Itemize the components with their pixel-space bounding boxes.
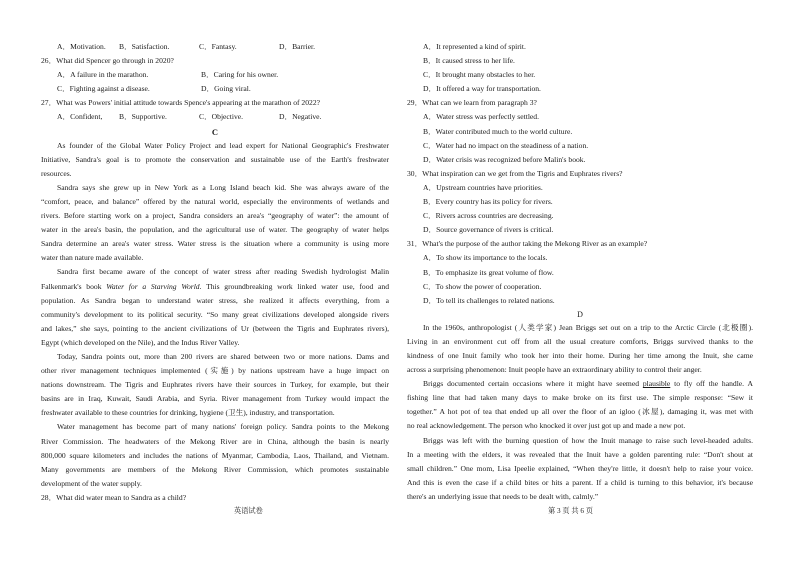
option: C．Fighting against a disease. <box>57 84 150 94</box>
text-line: population. As Sandra began to understand water stress, she realized it affects everything, from a <box>41 295 389 305</box>
option: B．To emphasize its great volume of flow. <box>423 267 554 277</box>
text-line: basins are in Iraq, Kuwait, Saudi Arabia, and Syria. River management from Turkey would impact the <box>41 394 389 404</box>
question-stem: 31．What's the purpose of the author taking the Mekong River as an example? <box>407 239 648 249</box>
text-line: freshwater available to these countries for drinking, hygiene (卫生), industry, and transportation. <box>41 408 335 418</box>
option: C．To show the power of cooperation. <box>423 281 542 291</box>
text-line: nations downstream. The Tigris and Euphrates rivers have their sources in Turkey, for example, but their <box>41 380 389 390</box>
option: C．Rivers across countries are decreasing. <box>423 211 554 221</box>
text-span: Falkenmark's book <box>41 281 107 291</box>
option: A．It represented a kind of spirit. <box>423 42 526 51</box>
text-line: Briggs was left with the burning question of how the Inuit manage to raise such level-headed adults. <box>423 435 753 445</box>
text-line: small children.” One mom, Lisa Ipeelie explained, “When they're little, it doesn't help to raise your voice. <box>407 463 753 473</box>
option: D．To tell its challenges to related nations. <box>423 295 555 305</box>
question-stem: 29．What can we learn from paragraph 3? <box>407 98 537 108</box>
text-span: Briggs documented certain occasions where it might have seemed <box>423 379 643 389</box>
option: C．Objective. <box>199 112 244 122</box>
option: D．Water crisis was recognized before Malin's book. <box>423 154 586 164</box>
text-line: kindness of one Inuit family who took her into their home. During her time among the Inuit, she came <box>407 350 753 360</box>
section-heading: C <box>211 126 219 137</box>
text-span: . This groundbreaking work linked water use, food and <box>199 281 389 291</box>
option: A．Upstream countries have priorities. <box>423 182 543 192</box>
option: D．It offered a way for transportation. <box>423 84 541 94</box>
option: B．Caring for his owner. <box>201 70 279 80</box>
question-stem: 30．What inspiration can we get from the Tigris and Euphrates rivers? <box>407 168 623 178</box>
option: B．Supportive. <box>119 112 167 122</box>
option: B．Water contributed much to the world culture. <box>423 126 573 136</box>
text-line: Water management has become part of many nations' foreign policy. Sandra points to the Mekong <box>57 422 389 432</box>
option: D．Barrier. <box>279 42 316 51</box>
passage-d-paragraph-1 <box>407 321 753 377</box>
text-line: across a surprising phenomenon: Inuit people have an extraordinary ability to control their anger. <box>407 365 702 375</box>
text-line: Living in an environment cut off from all the usual creature comforts, Briggs survived thanks to the <box>407 336 753 346</box>
passage-c-paragraph-4 <box>41 350 389 420</box>
text-line <box>41 280 389 294</box>
option: A．Water stress was perfectly settled. <box>423 112 539 122</box>
q25-options <box>41 40 389 54</box>
passage-c-paragraph-1 <box>41 139 389 181</box>
text-line: there's an underlying issue that needs to be dealt with, calmly.” <box>407 491 599 501</box>
text-line: community's development to its political security. “So many great civilizations developed alongside rivers <box>41 309 389 319</box>
text-line <box>407 377 753 391</box>
text-line: As founder of the Global Water Policy Project and lead expert for National Geographic's Freshwater <box>57 140 389 150</box>
text-line: And this is even the case if a child bites or hits a parent. If a child is turning to this behavior, it's because <box>407 477 753 487</box>
passage-d-paragraph-2 <box>407 377 753 433</box>
text-line: River Commission. The headwaters of the Mekong River are in China, although the basin is nearly <box>41 436 389 446</box>
text-line: other river management techniques implemented (实施) by nations upstream have a huge impact on <box>41 366 389 376</box>
text-line: 800,000 square kilometers and includes the nations of Myanmar, Cambodia, Laos, Thailand, and Vietnam. <box>41 450 389 460</box>
book-title: Water for a Starving World <box>106 281 200 291</box>
text-line: Sandra says she grew up in New York as a Long Island beach kid. She was always aware of the <box>57 182 389 192</box>
text-line: together.” A hot pot of tea that ended up all over the floor of an igloo (冰屋), damaging it, was met with <box>407 407 753 417</box>
option: A．Motivation. <box>57 42 106 51</box>
text-line: resources. <box>41 168 72 178</box>
text-span: to fly off the handle. A <box>670 379 753 389</box>
option: C．It brought many obstacles to her. <box>423 70 536 80</box>
question-stem: 27．What was Powers' initial attitude towards Spence's appearing at the marathon of 2022? <box>41 98 320 108</box>
passage-c-paragraph-2 <box>41 181 389 266</box>
text-line: “comfort, peace, and balance” offered by the natural world, especially the environments of wetlands and <box>41 196 389 206</box>
option: B．It caused stress to her life. <box>423 56 515 66</box>
text-line: development of the water supply. <box>41 478 142 488</box>
q26-options-row <box>41 68 389 82</box>
text-line: Initiative, Sandra's goal is to promote the conservation and sustainable use of the Earth's freshwater <box>41 154 389 164</box>
text-line: rivers. Before starting work on a project, Sandra considers an area's “geography of water”: the amount of <box>41 211 389 221</box>
text-line: fishing line that had taken many days to make broke on its first use. The simple response: “Sew it <box>407 393 753 403</box>
option: B．Every country has its policy for rivers. <box>423 197 553 207</box>
text-line: Today, Sandra points out, more than 200 rivers are shared between two or more nations. Dams and <box>57 351 389 361</box>
left-column <box>41 40 389 505</box>
passage-c-paragraph-3 <box>41 265 389 350</box>
option: D．Going viral. <box>201 84 251 94</box>
option: C．Water had no impact on the steadiness of a nation. <box>423 140 589 150</box>
option: D．Negative. <box>279 112 322 122</box>
text-line: Egypt (which developed on the Nile), and the Indus River Valley. <box>41 337 240 347</box>
option: A．Confident, <box>57 112 103 122</box>
q26-options-row <box>41 82 389 96</box>
text-line: Sandra determine an area's water stress. Water stress is the situation where a community is using more <box>41 239 389 249</box>
footer-subject: 英语试卷 <box>234 507 263 515</box>
question-stem: 28．What did water mean to Sandra as a child? <box>41 492 187 502</box>
right-column <box>407 40 753 504</box>
text-line: water than nature made available. <box>41 253 144 263</box>
passage-d-paragraph-3 <box>407 434 753 504</box>
option: D．Source governance of rivers is critical. <box>423 225 554 235</box>
option: B．Satisfaction. <box>119 42 170 51</box>
text-line: In a meeting with the elders, it was revealed that the Inuit have a golden parenting rule: “Don't shout at <box>407 449 753 459</box>
text-line: water in the area's basin, the population, and the agricultural use of water. The geography of water helps <box>41 225 389 235</box>
footer-page-number: 第 3 页 共 6 页 <box>548 507 593 515</box>
text-line: In the 1960s, anthropologist (人类学家) Jean Briggs set out on a trip to the Arctic Circle (北极圈). <box>423 322 753 332</box>
section-heading: D <box>577 309 583 319</box>
text-line: Many governments are members of the Mekong River Commission, which promotes sustainable <box>41 464 389 474</box>
underlined-word: plausible <box>642 379 671 389</box>
option: C．Fantasy. <box>199 42 237 51</box>
option: A．A failure in the marathon. <box>57 70 149 80</box>
passage-c-paragraph-5 <box>41 420 389 490</box>
question-stem: 26．What did Spencer go through in 2020? <box>41 56 174 66</box>
text-line: Sandra first became aware of the concept of water stress after reading Swedish hydrologist Malin <box>57 267 389 277</box>
text-line: and lakes,” she says, pointing to the ancient civilizations of Ur (between the Tigris and Euphrates rivers), <box>41 323 389 333</box>
option: A．To show its importance to the locals. <box>423 253 548 263</box>
text-line: no real acknowledgement. The person who knocked it over just got up and made a new pot. <box>407 421 686 431</box>
q27-options <box>41 110 389 124</box>
